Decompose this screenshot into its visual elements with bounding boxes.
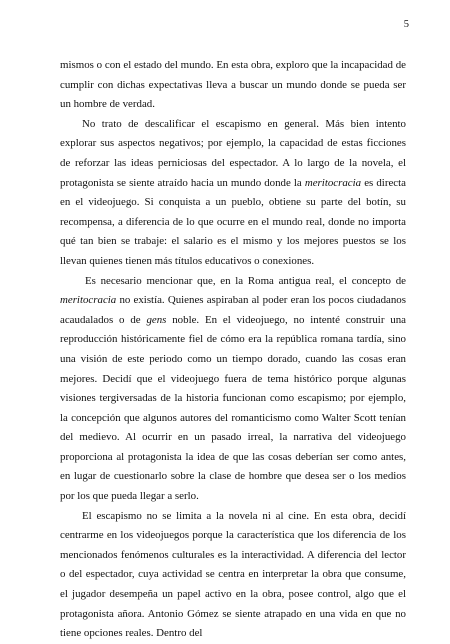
- paragraph-2: [60, 115, 406, 272]
- paragraph-text: no existía. Quienes aspiraban al poder eran los pocos ciudadanos acaudalados o de: [60, 294, 406, 326]
- paragraph-text: Es necesario mencionar que, en la Roma antigua real, el concepto de: [85, 274, 406, 287]
- paragraph-text: No trato de descalificar el escapismo en general. Más bien intento explorar sus aspectos negativos; por ejemplo, la capacidad de estas ficciones de reforzar las ideas perniciosas del espectador. A lo largo de la novela, el protagonista se siente atraído hacia un mundo donde la: [60, 117, 406, 189]
- paragraph-text: es directa en el videojuego. Si conquista a un pueblo, obtiene su parte del botín, su recompensa, a diferencia de lo que ocurre en el mundo real, donde no importa qué tan bien se trabaje: el salario es el mismo y los mejores puestos se los llevan quienes tienen más títulos educativos o conexiones.: [60, 176, 406, 267]
- paragraph-text: mismos o con el estado del mundo. En esta obra, exploro que la incapacidad de cumplir con dichas expectativas lleva a buscar un mundo donde se pueda ser un hombre de verdad.: [60, 59, 406, 111]
- paragraph-text: noble. En el videojuego, no intenté construir una reproducción históricamente fiel de cómo era la república romana tardía, sino una visión de este periodo como un tiempo dorado, cuando las cosas eran mejores. Decidí que el videojuego fuera de tema histórico porque algunas visiones tergiversadas de la historia funcionan como escapismo; por ejemplo, la concepción que algunos autores del romanticismo como Walter Scott tenían del medievo. Al ocurrir en un pasado irreal, la narrativa del videojuego proporciona al protagonista la idea de que las cosas deberían ser como antes, en lugar de cuestionarlo sobre la clase de hombre que desea ser o los medios por los que pueda llegar a serlo.: [60, 313, 407, 503]
- paragraph-3: [60, 272, 406, 507]
- italic-term: meritocracia: [304, 176, 362, 189]
- paragraph-text: El escapismo no se limita a la novela ni al cine. En esta obra, decidí centrarme en los videojuegos porque la característica que los diferencia de los mencionados fenómenos culturales es la interactividad. A diferencia del lector o del espectador, cuya actividad se centra en interpretar la obra que consume, el jugador desempeña un papel activo en la obra, posee control, algo que el protagonista añora. Antonio Gómez se siente atrapado en una vida en que no tiene opciones reales. Dentro del: [60, 509, 406, 640]
- paragraph-1: [60, 56, 406, 115]
- paragraph-4: [60, 507, 406, 644]
- italic-term: meritocracia: [60, 294, 117, 307]
- page-number: 5: [403, 19, 409, 30]
- italic-term: gens: [146, 313, 167, 326]
- body-text: [60, 56, 406, 644]
